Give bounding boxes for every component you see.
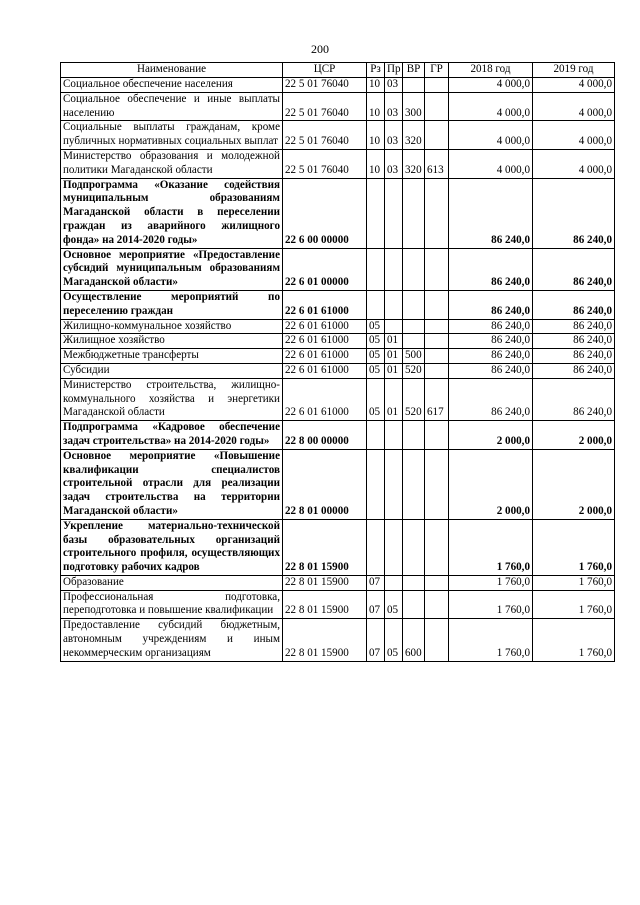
cell-gr — [425, 334, 449, 349]
cell-name: Профессиональная подготовка, переподготовка и повышение квалификации — [61, 590, 283, 619]
cell-pr — [385, 575, 403, 590]
cell-2018: 86 240,0 — [449, 378, 533, 420]
cell-vr: 300 — [403, 92, 425, 121]
cell-name: Межбюджетные трансферты — [61, 349, 283, 364]
cell-rz: 05 — [367, 349, 385, 364]
cell-csr: 22 8 00 00000 — [283, 421, 367, 450]
cell-pr: 01 — [385, 378, 403, 420]
cell-vr — [403, 519, 425, 575]
table-header-row — [61, 63, 615, 78]
cell-rz: 10 — [367, 149, 385, 178]
table-row — [61, 449, 615, 519]
table-row — [61, 319, 615, 334]
cell-vr: 320 — [403, 149, 425, 178]
col-header-name: Наименование — [61, 63, 283, 78]
cell-name: Социальное обеспечение и иные выплаты населению — [61, 92, 283, 121]
cell-csr: 22 8 01 15900 — [283, 519, 367, 575]
cell-2018: 86 240,0 — [449, 363, 533, 378]
cell-pr: 03 — [385, 149, 403, 178]
cell-2018: 4 000,0 — [449, 149, 533, 178]
cell-gr — [425, 519, 449, 575]
cell-rz — [367, 421, 385, 450]
cell-name: Осуществление мероприятий по переселению граждан — [61, 290, 283, 319]
cell-2019: 86 240,0 — [533, 363, 615, 378]
cell-csr: 22 6 01 61000 — [283, 378, 367, 420]
cell-2019: 1 760,0 — [533, 590, 615, 619]
budget-table — [60, 62, 615, 662]
cell-2018: 1 760,0 — [449, 619, 533, 661]
cell-2019: 1 760,0 — [533, 575, 615, 590]
cell-2018: 86 240,0 — [449, 178, 533, 248]
cell-name: Основное мероприятие «Предоставление субсидий муниципальным образованиям Магаданской области» — [61, 248, 283, 290]
cell-name: Министерство образования и молодежной политики Магаданской области — [61, 149, 283, 178]
cell-name: Министерство строительства, жилищно-коммунального хозяйства и энергетики Магаданской области — [61, 378, 283, 420]
cell-vr — [403, 248, 425, 290]
cell-name: Подпрограмма «Оказание содействия муниципальным образованиям Магаданской области в переселении граждан из аварийного жилищного фонда» на 2014-2020 годы» — [61, 178, 283, 248]
cell-2018: 1 760,0 — [449, 519, 533, 575]
cell-vr: 520 — [403, 378, 425, 420]
cell-name: Подпрограмма «Кадровое обеспечение задач строительства» на 2014-2020 годы» — [61, 421, 283, 450]
cell-2019: 86 240,0 — [533, 178, 615, 248]
cell-2019: 86 240,0 — [533, 378, 615, 420]
cell-2018: 2 000,0 — [449, 421, 533, 450]
cell-vr — [403, 575, 425, 590]
table-row — [61, 334, 615, 349]
cell-name: Социальное обеспечение населения — [61, 78, 283, 93]
table-row — [61, 290, 615, 319]
cell-csr: 22 6 01 00000 — [283, 248, 367, 290]
cell-name: Образование — [61, 575, 283, 590]
cell-2019: 4 000,0 — [533, 78, 615, 93]
table-row — [61, 519, 615, 575]
cell-pr: 01 — [385, 334, 403, 349]
cell-gr — [425, 78, 449, 93]
col-header-pr: Пр — [385, 63, 403, 78]
cell-csr: 22 8 01 15900 — [283, 619, 367, 661]
cell-2019: 86 240,0 — [533, 319, 615, 334]
cell-gr — [425, 421, 449, 450]
cell-name: Социальные выплаты гражданам, кроме публичных нормативных социальных выплат — [61, 121, 283, 150]
cell-2018: 4 000,0 — [449, 92, 533, 121]
cell-rz: 05 — [367, 378, 385, 420]
cell-vr — [403, 78, 425, 93]
cell-csr: 22 6 01 61000 — [283, 290, 367, 319]
page-number: 200 — [311, 42, 329, 56]
cell-gr — [425, 449, 449, 519]
cell-gr — [425, 290, 449, 319]
cell-csr: 22 8 01 15900 — [283, 590, 367, 619]
cell-2019: 86 240,0 — [533, 290, 615, 319]
cell-vr: 500 — [403, 349, 425, 364]
table-row — [61, 378, 615, 420]
table-row — [61, 178, 615, 248]
cell-vr — [403, 590, 425, 619]
cell-vr — [403, 334, 425, 349]
cell-csr: 22 8 01 15900 — [283, 575, 367, 590]
cell-2018: 86 240,0 — [449, 319, 533, 334]
cell-pr — [385, 449, 403, 519]
cell-rz — [367, 290, 385, 319]
cell-csr: 22 8 01 00000 — [283, 449, 367, 519]
cell-2019: 2 000,0 — [533, 449, 615, 519]
cell-rz: 05 — [367, 319, 385, 334]
cell-gr — [425, 363, 449, 378]
table-row — [61, 575, 615, 590]
col-header-2019: 2019 год — [533, 63, 615, 78]
cell-name: Жилищное хозяйство — [61, 334, 283, 349]
cell-2019: 86 240,0 — [533, 248, 615, 290]
cell-rz: 07 — [367, 619, 385, 661]
cell-pr: 03 — [385, 121, 403, 150]
cell-vr — [403, 319, 425, 334]
cell-2018: 1 760,0 — [449, 590, 533, 619]
table-row — [61, 92, 615, 121]
cell-gr: 617 — [425, 378, 449, 420]
cell-name: Укрепление материально-технической базы образовательных организаций строительного профиля, осуществляющих подготовку рабочих кадров — [61, 519, 283, 575]
cell-name: Субсидии — [61, 363, 283, 378]
cell-vr: 600 — [403, 619, 425, 661]
cell-pr — [385, 248, 403, 290]
cell-rz: 10 — [367, 78, 385, 93]
cell-pr — [385, 319, 403, 334]
cell-2019: 86 240,0 — [533, 334, 615, 349]
cell-gr — [425, 619, 449, 661]
cell-vr — [403, 449, 425, 519]
cell-rz: 07 — [367, 590, 385, 619]
cell-csr: 22 5 01 76040 — [283, 121, 367, 150]
table-body — [61, 78, 615, 662]
col-header-csr: ЦСР — [283, 63, 367, 78]
cell-pr — [385, 519, 403, 575]
cell-csr: 22 6 01 61000 — [283, 334, 367, 349]
cell-gr — [425, 121, 449, 150]
table-row — [61, 248, 615, 290]
cell-gr: 613 — [425, 149, 449, 178]
cell-csr: 22 5 01 76040 — [283, 149, 367, 178]
col-header-gr: ГР — [425, 63, 449, 78]
cell-name: Предоставление субсидий бюджетным, автономным учреждениям и иным некоммерческим организациям — [61, 619, 283, 661]
cell-rz — [367, 519, 385, 575]
table-row — [61, 349, 615, 364]
cell-2018: 1 760,0 — [449, 575, 533, 590]
cell-csr: 22 6 01 61000 — [283, 363, 367, 378]
table-row — [61, 619, 615, 661]
cell-rz: 05 — [367, 334, 385, 349]
cell-vr — [403, 290, 425, 319]
cell-rz: 10 — [367, 92, 385, 121]
table-row — [61, 121, 615, 150]
cell-2018: 4 000,0 — [449, 78, 533, 93]
cell-rz — [367, 178, 385, 248]
cell-pr: 03 — [385, 92, 403, 121]
col-header-rz: Рз — [367, 63, 385, 78]
cell-2018: 4 000,0 — [449, 121, 533, 150]
cell-2019: 4 000,0 — [533, 92, 615, 121]
cell-rz — [367, 449, 385, 519]
cell-rz — [367, 248, 385, 290]
cell-vr — [403, 421, 425, 450]
cell-2018: 86 240,0 — [449, 248, 533, 290]
cell-name: Основное мероприятие «Повышение квалификации специалистов строительной отрасли для реализации задач строительства на территории Магаданской области» — [61, 449, 283, 519]
cell-gr — [425, 319, 449, 334]
cell-gr — [425, 349, 449, 364]
cell-gr — [425, 92, 449, 121]
cell-vr: 520 — [403, 363, 425, 378]
cell-pr: 01 — [385, 349, 403, 364]
col-header-vr: ВР — [403, 63, 425, 78]
cell-2018: 86 240,0 — [449, 290, 533, 319]
cell-csr: 22 6 01 61000 — [283, 319, 367, 334]
cell-2019: 4 000,0 — [533, 149, 615, 178]
cell-vr: 320 — [403, 121, 425, 150]
table-row — [61, 78, 615, 93]
cell-2019: 4 000,0 — [533, 121, 615, 150]
cell-csr: 22 5 01 76040 — [283, 78, 367, 93]
cell-pr — [385, 178, 403, 248]
cell-2019: 2 000,0 — [533, 421, 615, 450]
cell-rz: 10 — [367, 121, 385, 150]
cell-csr: 22 6 01 61000 — [283, 349, 367, 364]
cell-csr: 22 5 01 76040 — [283, 92, 367, 121]
table-row — [61, 590, 615, 619]
cell-pr: 05 — [385, 590, 403, 619]
cell-2018: 86 240,0 — [449, 334, 533, 349]
table-row — [61, 421, 615, 450]
col-header-2018: 2018 год — [449, 63, 533, 78]
cell-pr — [385, 290, 403, 319]
cell-pr: 05 — [385, 619, 403, 661]
cell-vr — [403, 178, 425, 248]
cell-gr — [425, 178, 449, 248]
cell-2018: 2 000,0 — [449, 449, 533, 519]
cell-2019: 86 240,0 — [533, 349, 615, 364]
cell-csr: 22 6 00 00000 — [283, 178, 367, 248]
table-row — [61, 363, 615, 378]
cell-pr — [385, 421, 403, 450]
cell-2018: 86 240,0 — [449, 349, 533, 364]
cell-pr: 03 — [385, 78, 403, 93]
cell-pr: 01 — [385, 363, 403, 378]
cell-name: Жилищно-коммунальное хозяйство — [61, 319, 283, 334]
cell-rz: 07 — [367, 575, 385, 590]
cell-gr — [425, 575, 449, 590]
table-row — [61, 149, 615, 178]
cell-rz: 05 — [367, 363, 385, 378]
cell-2019: 1 760,0 — [533, 619, 615, 661]
cell-gr — [425, 590, 449, 619]
cell-2019: 1 760,0 — [533, 519, 615, 575]
cell-gr — [425, 248, 449, 290]
